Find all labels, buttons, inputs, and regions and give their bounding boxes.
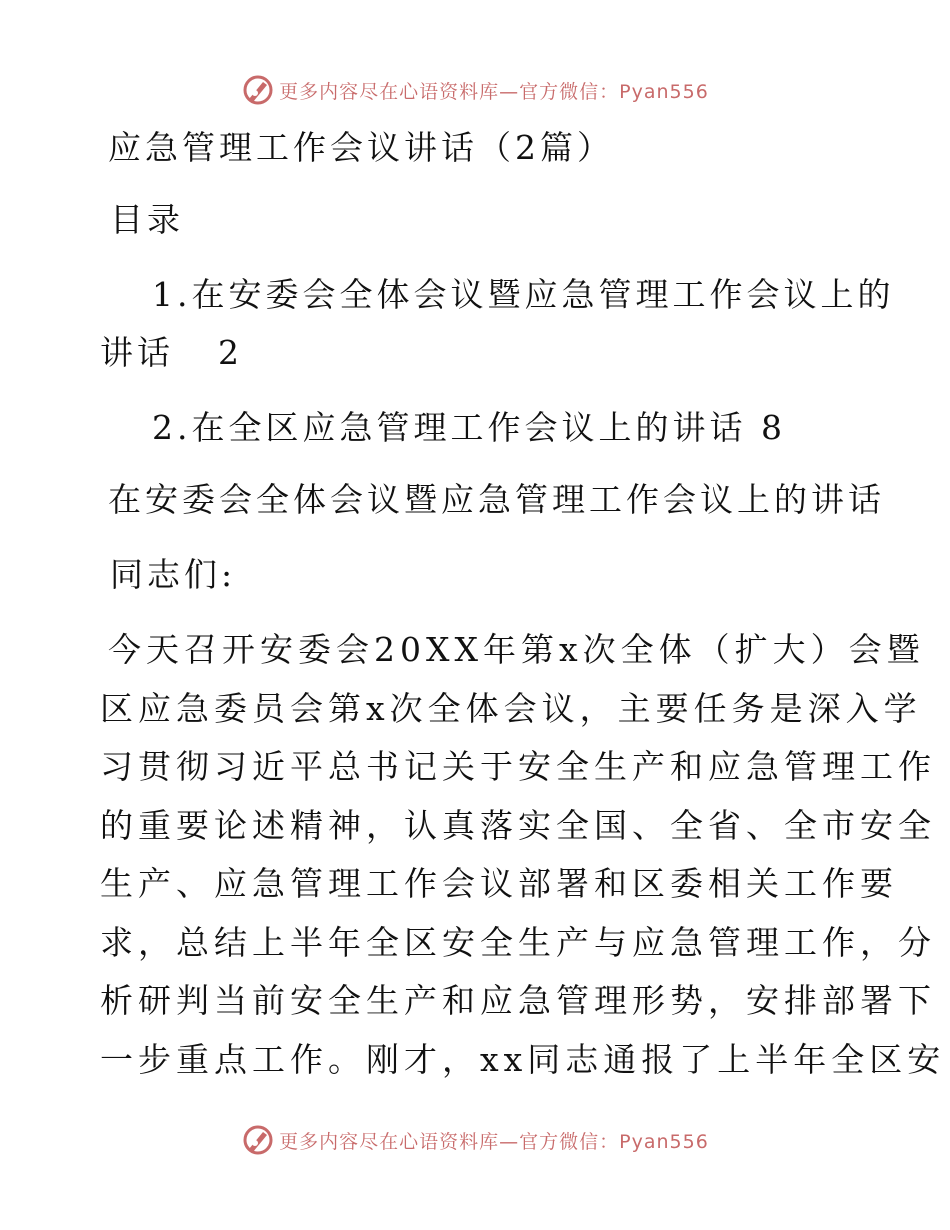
toc-entry-2 (152, 408, 912, 448)
footer-watermark-banner (0, 1120, 950, 1160)
pen-logo-icon (241, 1123, 275, 1157)
toc-entry-1-title: 1.在安委会全体会议暨应急管理工作会议上的 (152, 275, 895, 314)
pen-logo-icon (241, 73, 275, 107)
watermark-text: 更多内容尽在心语资料库—官方微信：Pyan556 (279, 80, 709, 103)
toc-entry-1 (152, 275, 912, 315)
greeting: 同志们: (110, 555, 237, 594)
paragraph-line: 的重要论述精神，认真落实全国、全省、全市安全 (100, 805, 936, 845)
toc-entry-1-continued (100, 333, 860, 373)
paragraph-line: 析研判当前安全生产和应急管理形势，安排部署下 (100, 981, 936, 1020)
paragraph-line: 今天召开安委会20XX年第x次全体（扩大）会暨 (108, 630, 925, 669)
toc-entry-1-page: 2 (218, 333, 243, 372)
toc-entry-2-page: 8 (761, 408, 786, 447)
section-title: 在安委会全体会议暨应急管理工作会议上的讲话 (108, 480, 885, 519)
paragraph-line: 一步重点工作。刚才，xx同志通报了上半年全区安 (100, 1039, 946, 1079)
header-watermark-banner (0, 70, 950, 110)
paragraph-line: 生产、应急管理工作会议部署和区委相关工作要 (100, 864, 898, 903)
paragraph-line: 习贯彻习近平总书记关于安全生产和应急管理工作 (100, 747, 936, 786)
body-paragraph (100, 630, 946, 1098)
document-title: 应急管理工作会议讲话（2篇） (108, 128, 614, 167)
toc-entry-1-title-end: 讲话 (100, 333, 174, 372)
paragraph-line: 区应急委员会第x次全体会议，主要任务是深入学 (100, 688, 922, 728)
toc-heading: 目录 (110, 200, 184, 239)
paragraph-line: 求，总结上半年全区安全生产与应急管理工作，分 (100, 922, 936, 962)
watermark-text: 更多内容尽在心语资料库—官方微信：Pyan556 (279, 1130, 709, 1153)
toc-entry-2-title: 2.在全区应急管理工作会议上的讲话 (152, 408, 747, 447)
